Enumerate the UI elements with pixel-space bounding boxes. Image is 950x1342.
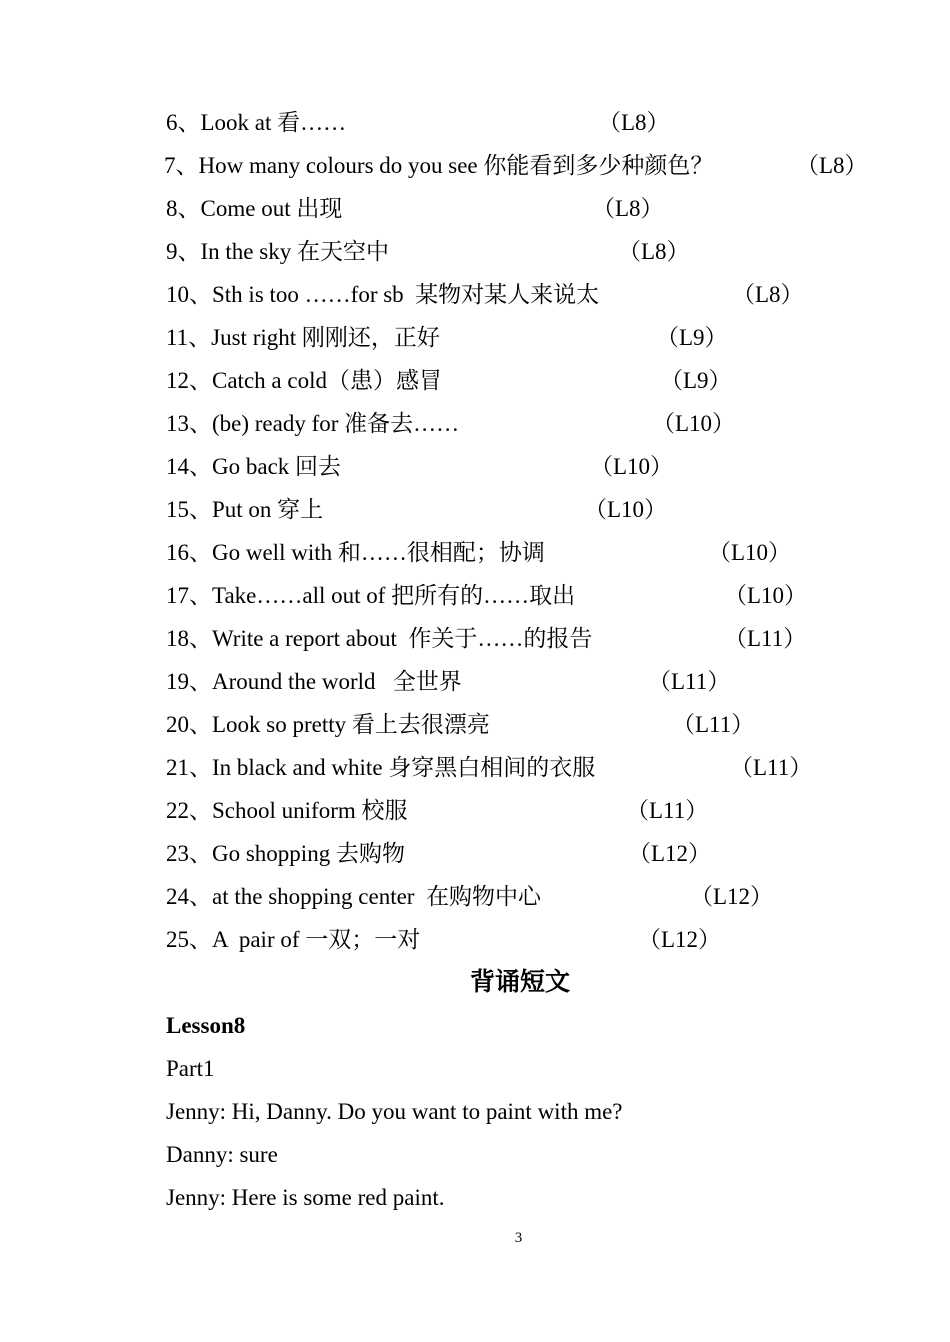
phrase-row bbox=[166, 789, 926, 832]
phrase-text: 13、(be) ready for 准备去…… bbox=[166, 411, 460, 436]
dialogue-line: Jenny: Hi, Danny. Do you want to paint with me? bbox=[166, 1099, 623, 1124]
lesson-ref: （L11） bbox=[672, 712, 755, 737]
phrase-row bbox=[166, 746, 926, 789]
phrase-text: 6、Look at 看…… bbox=[166, 110, 347, 135]
lesson-ref: （L10） bbox=[724, 583, 808, 608]
phrase-row bbox=[166, 230, 926, 273]
phrase-text: 20、Look so pretty 看上去很漂亮 bbox=[166, 712, 490, 737]
phrase-text: 11、Just right 刚刚还，正好 bbox=[166, 325, 440, 350]
phrase-row bbox=[166, 187, 926, 230]
lesson-ref: （L12） bbox=[690, 884, 774, 909]
phrase-row bbox=[166, 875, 926, 918]
lesson-ref: （L8） bbox=[732, 282, 804, 307]
phrase-text: 14、Go back 回去 bbox=[166, 454, 342, 479]
lesson-ref: （L12） bbox=[638, 927, 722, 952]
page-number: 3 bbox=[514, 1230, 523, 1246]
lesson-heading: Lesson8 bbox=[166, 1013, 246, 1038]
phrase-text: 19、Around the world 全世界 bbox=[166, 669, 462, 694]
lesson-ref: （L11） bbox=[730, 755, 813, 780]
phrase-text: 23、Go shopping 去购物 bbox=[166, 841, 405, 866]
phrase-row bbox=[166, 918, 926, 961]
phrase-text: 17、Take……all out of 把所有的……取出 bbox=[166, 583, 576, 608]
lesson-ref: （L8） bbox=[598, 110, 670, 135]
lesson-ref: （L10） bbox=[590, 454, 674, 479]
phrase-text: 12、Catch a cold（患）感冒 bbox=[166, 368, 442, 393]
phrase-text: 24、at the shopping center 在购物中心 bbox=[166, 884, 541, 909]
lesson-ref: （L12） bbox=[628, 841, 712, 866]
phrase-row bbox=[166, 273, 926, 316]
dialogue-line: Jenny: Here is some red paint. bbox=[166, 1185, 445, 1210]
phrase-text: 18、Write a report about 作关于……的报告 bbox=[166, 626, 593, 651]
phrase-row bbox=[166, 574, 926, 617]
phrase-row bbox=[166, 703, 926, 746]
phrase-text: 10、Sth is too ……for sb 某物对某人来说太 bbox=[166, 282, 600, 307]
phrase-text: 7、How many colours do you see 你能看到多少种颜色？ bbox=[164, 153, 714, 178]
phrase-row bbox=[166, 144, 926, 187]
phrase-text: 15、Put on 穿上 bbox=[166, 497, 324, 522]
lesson-ref: （L8） bbox=[618, 239, 690, 264]
lesson-ref: （L10） bbox=[652, 411, 736, 436]
phrase-row bbox=[166, 101, 926, 144]
lesson-ref: （L11） bbox=[626, 798, 709, 823]
dialogue-line: Danny: sure bbox=[166, 1142, 278, 1167]
lesson-ref: （L10） bbox=[708, 540, 792, 565]
phrase-row bbox=[166, 359, 926, 402]
lesson-ref: （L10） bbox=[584, 497, 668, 522]
phrase-row bbox=[166, 445, 926, 488]
phrase-row bbox=[166, 832, 926, 875]
phrase-row bbox=[166, 488, 926, 531]
phrase-row bbox=[166, 316, 926, 359]
phrase-text: 8、Come out 出现 bbox=[166, 196, 343, 221]
phrase-text: 21、In black and white 身穿黑白相间的衣服 bbox=[166, 755, 596, 780]
lesson-ref: （L9） bbox=[660, 368, 732, 393]
recitation-text bbox=[166, 1004, 926, 1219]
phrase-row bbox=[166, 402, 926, 445]
phrase-text: 9、In the sky 在天空中 bbox=[166, 239, 389, 264]
phrase-list bbox=[166, 101, 926, 961]
lesson-ref: （L9） bbox=[656, 325, 728, 350]
phrase-text: 22、School uniform 校服 bbox=[166, 798, 408, 823]
lesson-ref: （L11） bbox=[648, 669, 731, 694]
phrase-row bbox=[166, 617, 926, 660]
lesson-ref: （L8） bbox=[796, 153, 868, 178]
lesson-ref: （L11） bbox=[724, 626, 807, 651]
phrase-text: 25、A pair of 一双；一对 bbox=[166, 927, 421, 952]
section-title: 背诵短文 bbox=[469, 969, 570, 996]
lesson-ref: （L8） bbox=[592, 196, 664, 221]
phrase-row bbox=[166, 660, 926, 703]
phrase-row bbox=[166, 531, 926, 574]
phrase-text: 16、Go well with 和……很相配；协调 bbox=[166, 540, 545, 565]
part-label: Part1 bbox=[166, 1056, 215, 1081]
